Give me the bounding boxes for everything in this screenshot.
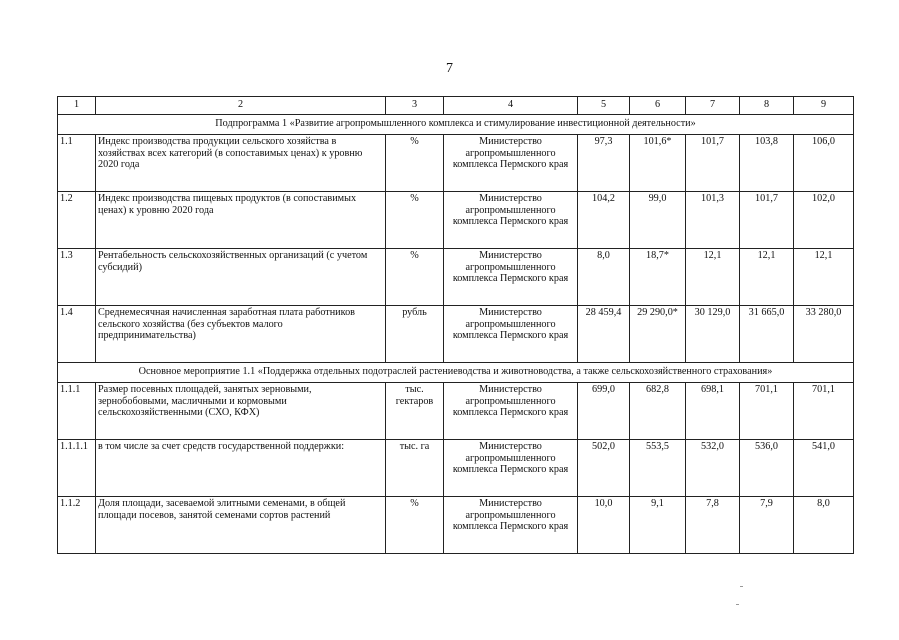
value-cell: 101,7 xyxy=(740,192,794,249)
header-cell: 1 xyxy=(58,97,96,115)
value-cell: 701,1 xyxy=(794,383,854,440)
value-cell: 101,6* xyxy=(630,135,686,192)
value-cell: 701,1 xyxy=(740,383,794,440)
table-row xyxy=(58,497,854,554)
table-row xyxy=(58,383,854,440)
header-cell: 6 xyxy=(630,97,686,115)
header-cell: 5 xyxy=(578,97,630,115)
indicator-name: Индекс производства продукции сельского хозяйства в хозяйствах всех категорий (в сопоставимых ценах) к уровню 2020 года xyxy=(96,135,386,192)
value-cell: 29 290,0* xyxy=(630,306,686,363)
header-cell: 8 xyxy=(740,97,794,115)
value-cell: 31 665,0 xyxy=(740,306,794,363)
value-cell: 101,3 xyxy=(686,192,740,249)
row-number: 1.1.2 xyxy=(58,497,96,554)
unit-cell: % xyxy=(386,249,444,306)
value-cell: 97,3 xyxy=(578,135,630,192)
unit-cell: % xyxy=(386,192,444,249)
row-number: 1.1 xyxy=(58,135,96,192)
table-row xyxy=(58,306,854,363)
row-number: 1.1.1.1 xyxy=(58,440,96,497)
header-cell: 2 xyxy=(96,97,386,115)
table-row xyxy=(58,249,854,306)
responsible-cell: Министерство агропромышленного комплекса Пермского края xyxy=(444,306,578,363)
value-cell: 7,9 xyxy=(740,497,794,554)
indicator-name: Рентабельность сельскохозяйственных организаций (с учетом субсидий) xyxy=(96,249,386,306)
indicator-name: Индекс производства пищевых продуктов (в сопоставимых ценах) к уровню 2020 года xyxy=(96,192,386,249)
indicator-name: в том числе за счет средств государственной поддержки: xyxy=(96,440,386,497)
responsible-cell: Министерство агропромышленного комплекса Пермского края xyxy=(444,192,578,249)
unit-cell: тыс. гектаров xyxy=(386,383,444,440)
row-number: 1.3 xyxy=(58,249,96,306)
value-cell: 10,0 xyxy=(578,497,630,554)
header-row xyxy=(58,97,854,115)
value-cell: 7,8 xyxy=(686,497,740,554)
value-cell: 106,0 xyxy=(794,135,854,192)
value-cell: 102,0 xyxy=(794,192,854,249)
subprogram-heading: Подпрограмма 1 «Развитие агропромышленного комплекса и стимулирование инвестиционной деятельности» xyxy=(58,115,854,135)
value-cell: 101,7 xyxy=(686,135,740,192)
scan-artifact xyxy=(740,586,743,587)
value-cell: 682,8 xyxy=(630,383,686,440)
value-cell: 99,0 xyxy=(630,192,686,249)
row-number: 1.4 xyxy=(58,306,96,363)
table-row xyxy=(58,135,854,192)
header-cell: 3 xyxy=(386,97,444,115)
main-activity-heading: Основное мероприятие 1.1 «Поддержка отдельных подотраслей растениеводства и животноводства, а также сельскохозяйственного страхования» xyxy=(58,363,854,383)
value-cell: 30 129,0 xyxy=(686,306,740,363)
value-cell: 553,5 xyxy=(630,440,686,497)
header-cell: 9 xyxy=(794,97,854,115)
indicators-table xyxy=(57,96,854,554)
indicator-name: Среднемесячная начисленная заработная плата работников сельского хозяйства (без субъектов малого предпринимательства) xyxy=(96,306,386,363)
row-number: 1.1.1 xyxy=(58,383,96,440)
section-heading-row xyxy=(58,115,854,135)
indicator-name: Размер посевных площадей, занятых зерновыми, зернобобовыми, масличными и кормовыми сельскохозяйственными (СХО, КФХ) xyxy=(96,383,386,440)
responsible-cell: Министерство агропромышленного комплекса Пермского края xyxy=(444,249,578,306)
responsible-cell: Министерство агропромышленного комплекса Пермского края xyxy=(444,440,578,497)
value-cell: 12,1 xyxy=(686,249,740,306)
value-cell: 12,1 xyxy=(740,249,794,306)
responsible-cell: Министерство агропромышленного комплекса Пермского края xyxy=(444,383,578,440)
value-cell: 103,8 xyxy=(740,135,794,192)
row-number: 1.2 xyxy=(58,192,96,249)
value-cell: 28 459,4 xyxy=(578,306,630,363)
value-cell: 33 280,0 xyxy=(794,306,854,363)
page-number: 7 xyxy=(446,61,453,76)
value-cell: 9,1 xyxy=(630,497,686,554)
value-cell: 502,0 xyxy=(578,440,630,497)
value-cell: 8,0 xyxy=(794,497,854,554)
value-cell: 12,1 xyxy=(794,249,854,306)
header-cell: 4 xyxy=(444,97,578,115)
unit-cell: рубль xyxy=(386,306,444,363)
header-cell: 7 xyxy=(686,97,740,115)
table-row xyxy=(58,192,854,249)
section-heading-row xyxy=(58,363,854,383)
unit-cell: % xyxy=(386,135,444,192)
value-cell: 104,2 xyxy=(578,192,630,249)
unit-cell: % xyxy=(386,497,444,554)
value-cell: 698,1 xyxy=(686,383,740,440)
table-row xyxy=(58,440,854,497)
scan-artifact xyxy=(736,604,739,605)
unit-cell: тыс. га xyxy=(386,440,444,497)
value-cell: 536,0 xyxy=(740,440,794,497)
value-cell: 532,0 xyxy=(686,440,740,497)
value-cell: 8,0 xyxy=(578,249,630,306)
value-cell: 699,0 xyxy=(578,383,630,440)
value-cell: 18,7* xyxy=(630,249,686,306)
value-cell: 541,0 xyxy=(794,440,854,497)
responsible-cell: Министерство агропромышленного комплекса Пермского края xyxy=(444,135,578,192)
responsible-cell: Министерство агропромышленного комплекса Пермского края xyxy=(444,497,578,554)
indicator-name: Доля площади, засеваемой элитными семенами, в общей площади посевов, занятой семенами сортов растений xyxy=(96,497,386,554)
